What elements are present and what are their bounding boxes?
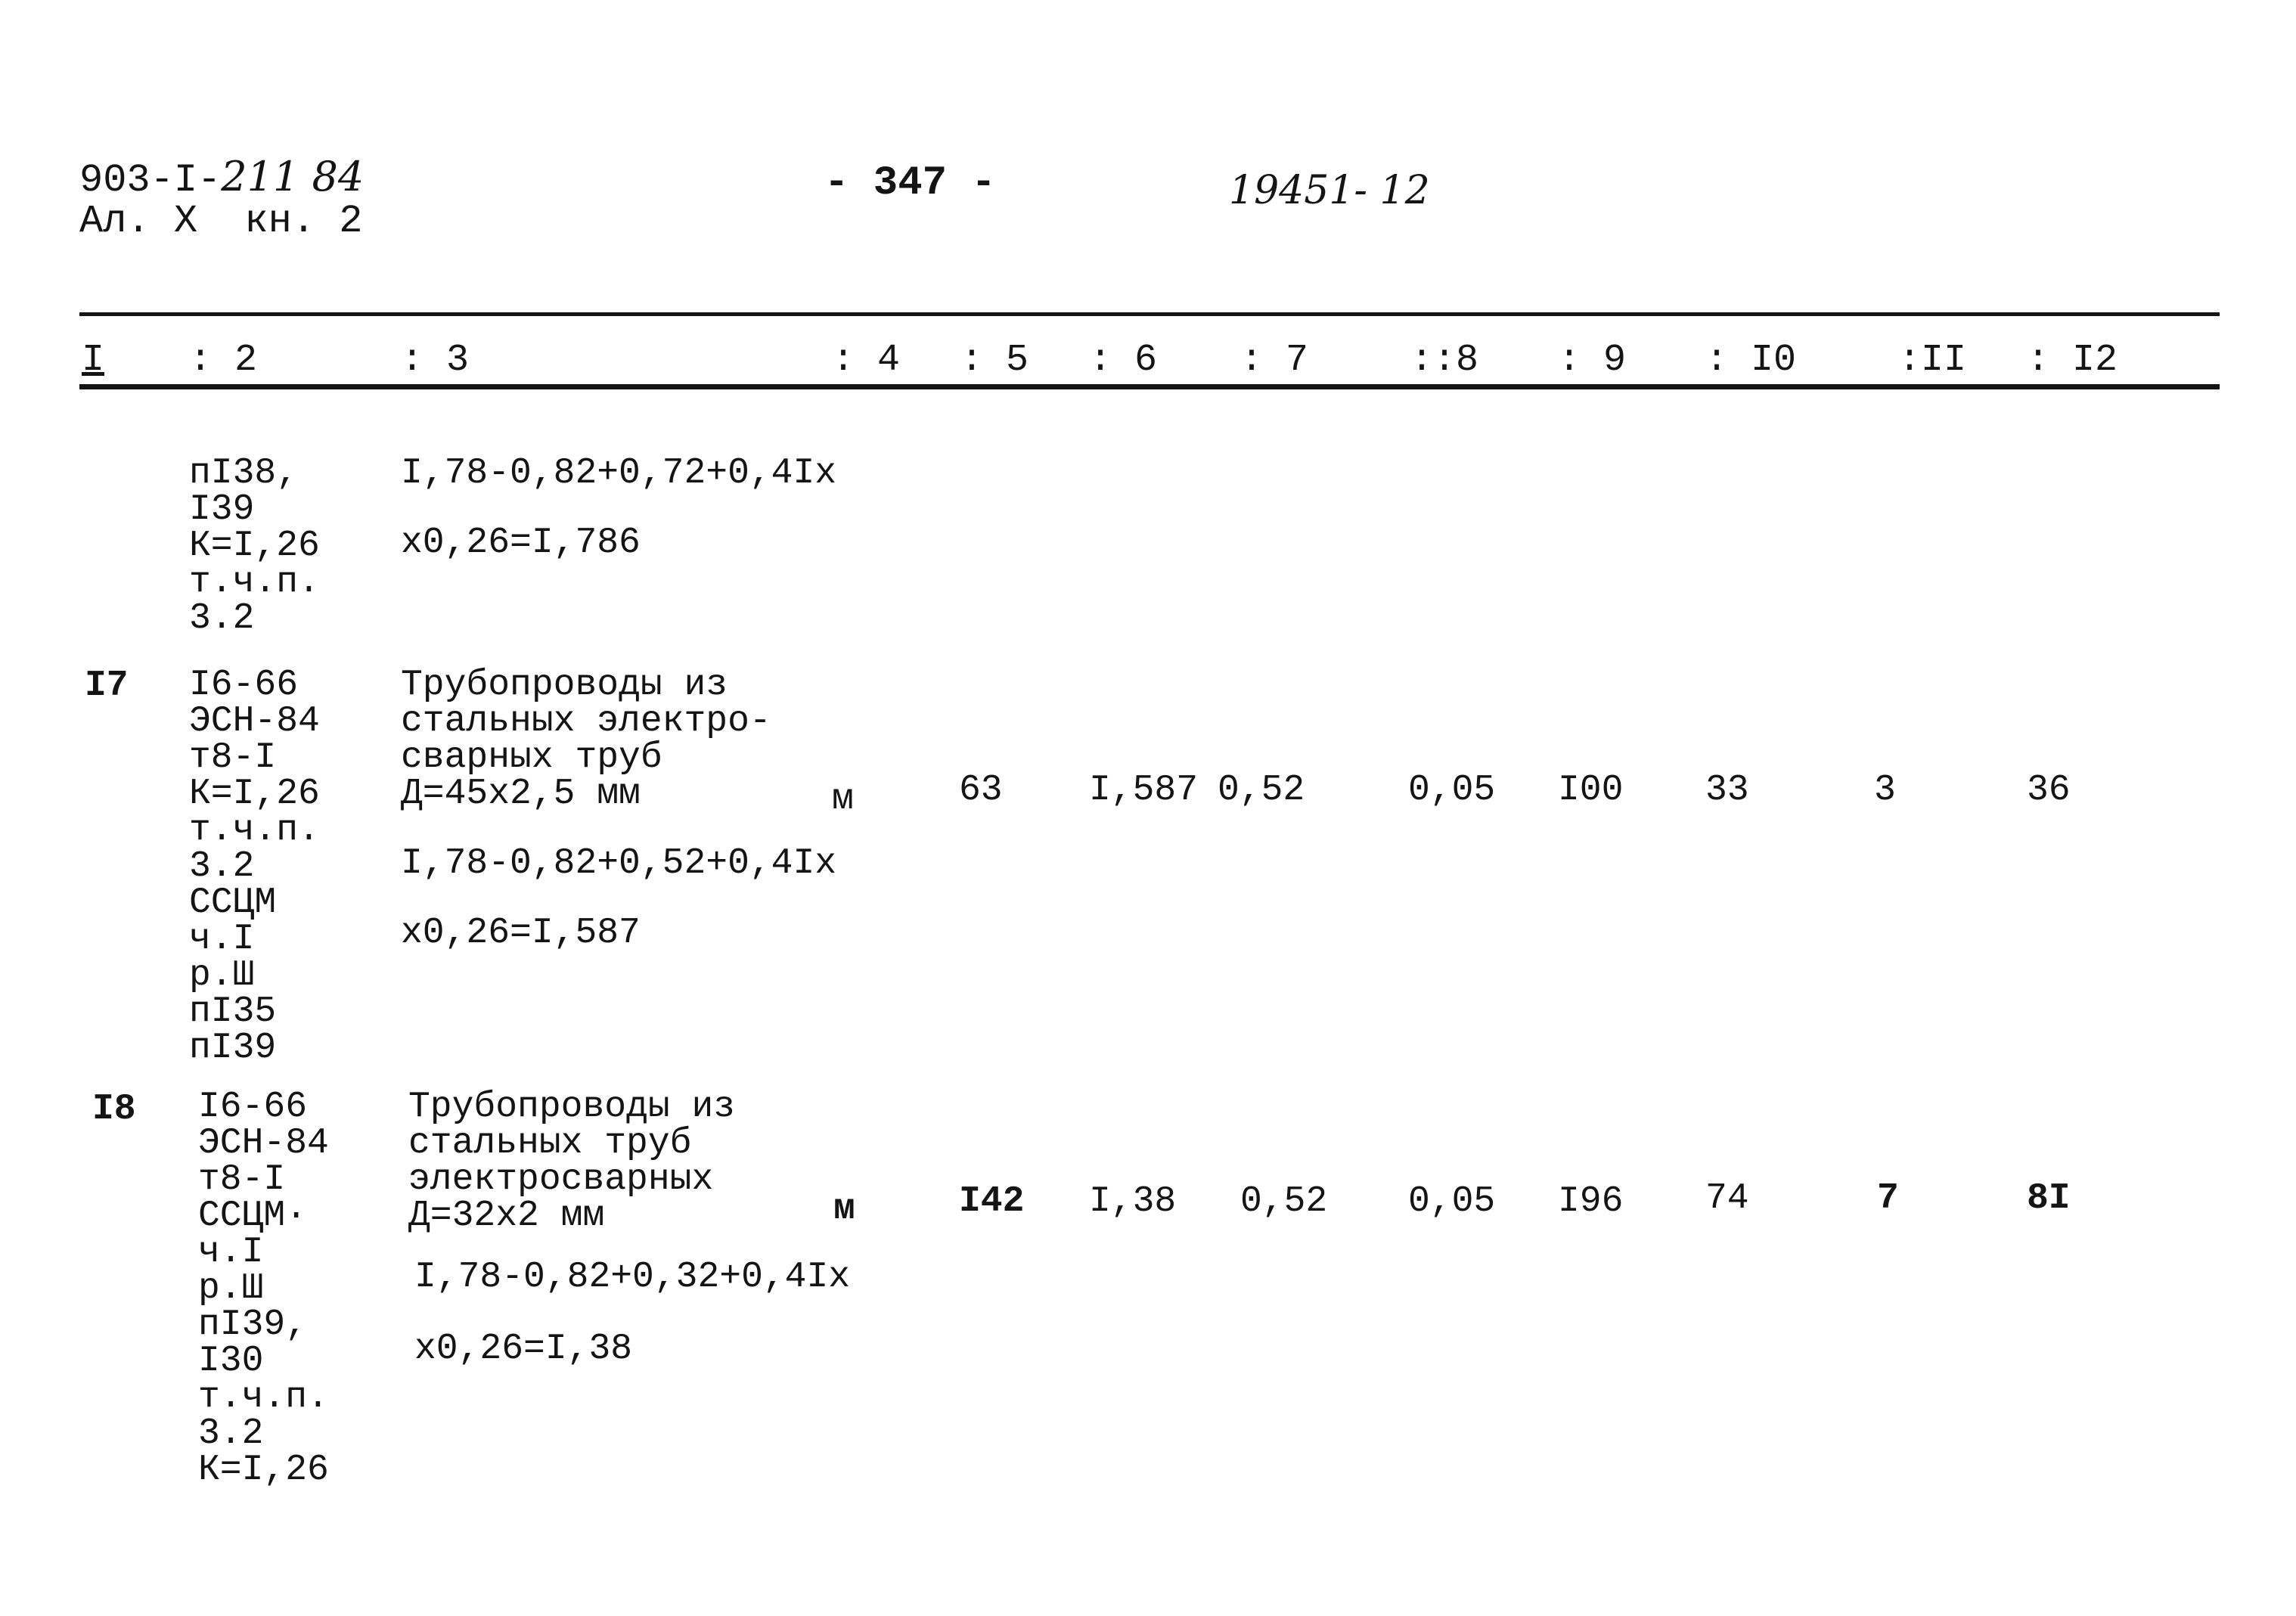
row-17-reference xyxy=(189,665,320,1069)
row-18-ref-line: ЭСН-84 xyxy=(198,1123,329,1164)
column-header-9: : 9 xyxy=(1558,339,1627,382)
row-18-number: I8 xyxy=(92,1089,136,1130)
row-18-calc-line: I,78-0,82+0,32+0,4Iх xyxy=(414,1257,851,1298)
column-header-2: : 2 xyxy=(189,339,258,382)
document-code-handwritten: 211 84 xyxy=(221,153,365,200)
row-17-ref-line: т8-I xyxy=(189,737,277,778)
row-17-col8: 0,05 xyxy=(1408,770,1496,811)
row-0-ref-line: I39 xyxy=(189,489,255,530)
row-18-desc-line: Трубопроводы из xyxy=(408,1087,736,1127)
document-code xyxy=(79,155,364,203)
document-code-prefix: 903-I- xyxy=(79,158,222,203)
column-header-5: : 5 xyxy=(960,339,1029,382)
page-number: - 347 - xyxy=(824,160,996,206)
row-0-ref-line: 3.2 xyxy=(189,598,255,639)
row-18-desc-line: электросварных xyxy=(408,1159,714,1200)
row-18-description xyxy=(408,1089,735,1234)
row-0-calc-line: I,78-0,82+0,72+0,4Iх xyxy=(401,453,837,494)
row-17-number: I7 xyxy=(85,665,129,706)
column-header-12: : I2 xyxy=(2027,339,2118,382)
row-18-col5: I42 xyxy=(959,1181,1025,1222)
column-header-1: I xyxy=(82,339,105,382)
row-17-col12: 36 xyxy=(2027,770,2071,811)
column-header-10: : I0 xyxy=(1705,339,1797,382)
row-17-col7: 0,52 xyxy=(1218,770,1305,811)
row-18-col7: 0,52 xyxy=(1240,1181,1328,1222)
row-17-ref-line: пI35 xyxy=(189,991,277,1032)
row-17-col9: I00 xyxy=(1558,770,1624,811)
row-17-desc-line: сварных труб xyxy=(401,737,662,778)
row-17-desc-line: Д=45х2,5 мм xyxy=(401,774,641,814)
row-18-ref-line: К=I,26 xyxy=(198,1450,329,1490)
row-0-ref-line: К=I,26 xyxy=(189,526,320,566)
row-18-reference xyxy=(198,1089,329,1488)
row-17-calc-line: х0,26=I,587 xyxy=(401,913,641,954)
row-18-col9: I96 xyxy=(1558,1181,1624,1222)
row-18-ref-line: I30 xyxy=(198,1341,264,1382)
row-18-ref-line: 3.2 xyxy=(198,1413,264,1454)
table-top-rule xyxy=(79,312,2220,316)
row-18-ref-line: т8-I xyxy=(198,1159,286,1200)
album-label: Ал. X кн. 2 xyxy=(79,199,363,243)
row-17-calc-line: I,78-0,82+0,52+0,4Iх xyxy=(401,843,837,884)
column-header-4: : 4 xyxy=(832,339,901,382)
row-17-col10: 33 xyxy=(1705,770,1749,811)
row-18-ref-line: т.ч.п. xyxy=(198,1377,329,1418)
row-17-ref-line: 3.2 xyxy=(189,846,255,887)
row-18-ref-line: ССЦМ· xyxy=(198,1196,308,1236)
column-header-11: :II xyxy=(1898,339,1967,382)
column-header-8: ::8 xyxy=(1410,339,1479,382)
row-18-desc-line: Д=32х2 мм xyxy=(408,1196,605,1236)
row-0-ref-line: т.ч.п. xyxy=(189,562,320,603)
row-18-unit: м xyxy=(833,1189,855,1230)
row-18-col12: 8I xyxy=(2027,1178,2071,1219)
row-17-desc-line: Трубопроводы из xyxy=(401,665,728,706)
row-18-col10: 74 xyxy=(1705,1178,1749,1219)
row-18-ref-line: ч.I xyxy=(198,1232,264,1273)
row-0-ref-line: пI38, xyxy=(189,453,299,494)
row-17-ref-line: пI39 xyxy=(189,1028,277,1069)
row-18-desc-line: стальных труб xyxy=(408,1123,692,1164)
row-17-ref-line: р.Ш xyxy=(189,955,255,996)
row-17-ref-line: ЭСН-84 xyxy=(189,701,320,742)
row-17-ref-line: ч.I xyxy=(189,919,255,960)
row-17-ref-line: I6-66 xyxy=(189,665,299,706)
row-18-calc-line: х0,26=I,38 xyxy=(414,1329,633,1369)
row-17-col5: 63 xyxy=(959,770,1003,811)
document-number: 19451- 12 xyxy=(1229,168,1430,213)
column-header-6: : 6 xyxy=(1089,339,1158,382)
row-17-col6: I,587 xyxy=(1089,770,1199,811)
row-17-unit: м xyxy=(832,779,854,820)
row-17-desc-line: стальных электро- xyxy=(401,701,771,742)
row-17-ref-line: ССЦМ xyxy=(189,882,277,923)
row-18-ref-line: I6-66 xyxy=(198,1087,308,1127)
table-header-bottom-rule xyxy=(79,384,2220,389)
row-17-ref-line: т.ч.п. xyxy=(189,810,320,851)
row-18-col8: 0,05 xyxy=(1408,1181,1496,1222)
column-header-7: : 7 xyxy=(1240,339,1309,382)
row-18-ref-line: р.Ш xyxy=(198,1268,264,1309)
row-18-ref-line: пI39, xyxy=(198,1304,308,1345)
row-17-col11: 3 xyxy=(1874,770,1896,811)
row-18-col11: 7 xyxy=(1877,1178,1899,1219)
row-17-ref-line: К=I,26 xyxy=(189,774,320,814)
row-18-col6: I,38 xyxy=(1089,1181,1177,1222)
row-17-description xyxy=(401,667,771,812)
row-0-reference xyxy=(189,455,320,637)
row-0-calc-line: х0,26=I,786 xyxy=(401,523,641,563)
column-header-3: : 3 xyxy=(401,339,470,382)
